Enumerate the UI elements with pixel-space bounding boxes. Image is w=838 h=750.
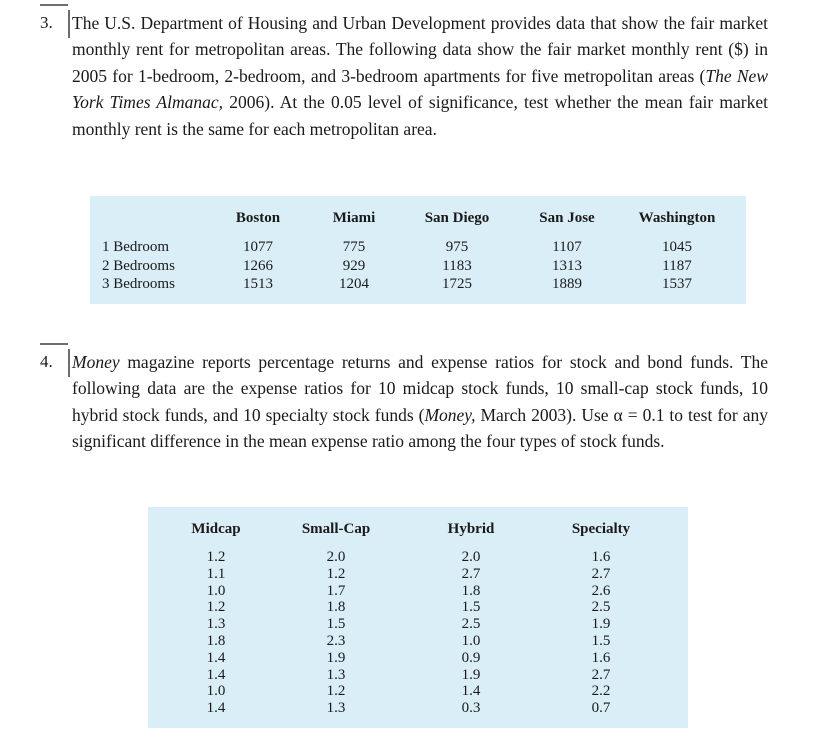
expense-cell: 0.3 bbox=[461, 700, 481, 717]
rent-cell: 1077 bbox=[243, 239, 273, 255]
rent-cell: 1187 bbox=[662, 257, 692, 274]
expense-cell: 1.4 bbox=[206, 666, 226, 683]
rent-cell: 929 bbox=[342, 257, 366, 274]
expense-cell: 1.9 bbox=[591, 616, 611, 633]
expense-cell: 1.2 bbox=[326, 683, 346, 700]
rent-cell: 1204 bbox=[339, 276, 369, 292]
problem-4-number: 4. bbox=[40, 352, 53, 371]
expense-cell: 1.5 bbox=[461, 599, 481, 616]
expense-col-header: Hybrid bbox=[447, 521, 495, 537]
expense-cell: 1.8 bbox=[326, 599, 346, 616]
expense-cell: 1.2 bbox=[206, 599, 226, 616]
expense-cell: 0.9 bbox=[461, 649, 481, 666]
expense-cell: 1.4 bbox=[206, 649, 226, 666]
problem-4-marker-side bbox=[68, 349, 70, 377]
expense-cell: 1.9 bbox=[461, 666, 481, 683]
rent-cell: 775 bbox=[342, 239, 366, 255]
rent-row bbox=[102, 275, 732, 294]
rent-col-header: Washington bbox=[638, 210, 716, 226]
rent-cell: 1313 bbox=[552, 257, 582, 274]
expense-cell: 1.8 bbox=[461, 582, 481, 599]
expense-row bbox=[166, 650, 666, 667]
expense-cell: 1.4 bbox=[206, 700, 226, 717]
expense-col-header: Specialty bbox=[571, 521, 631, 537]
rent-row-label: 2 Bedrooms bbox=[102, 257, 175, 274]
expense-col-header: Small-Cap bbox=[301, 521, 371, 537]
rent-cell: 975 bbox=[445, 239, 469, 255]
expense-cell: 1.1 bbox=[206, 565, 226, 582]
expense-row bbox=[166, 549, 666, 566]
problem-4 bbox=[40, 349, 768, 455]
expense-cell: 1.6 bbox=[591, 549, 611, 565]
problem-4-magazine: Money bbox=[72, 352, 120, 372]
expense-row bbox=[166, 700, 666, 717]
expense-cell: 1.5 bbox=[326, 616, 346, 633]
expense-cell: 1.0 bbox=[206, 582, 226, 599]
problem-3-marker-side bbox=[68, 10, 70, 38]
expense-row bbox=[166, 583, 666, 600]
rent-cell: 1889 bbox=[552, 276, 582, 292]
expense-cell: 1.8 bbox=[206, 632, 226, 649]
rent-table bbox=[102, 210, 732, 294]
expense-table-box bbox=[148, 507, 688, 728]
problem-4-text-part1: magazine reports percentage returns and expense ratios for stock and bond funds. The following data are the expense ratios for 10 midcap stock funds, 10 small-cap stock funds, 10 hybrid stock funds, and 10 specialty stock funds ( bbox=[72, 352, 768, 425]
problem-3-text bbox=[72, 10, 768, 142]
rent-table-box bbox=[90, 196, 746, 304]
expense-cell: 2.7 bbox=[461, 565, 481, 582]
problem-3 bbox=[40, 10, 768, 142]
expense-cell: 2.7 bbox=[591, 565, 611, 582]
expense-cell: 2.5 bbox=[461, 616, 481, 633]
rent-col-header: Boston bbox=[235, 210, 281, 226]
expense-cell: 1.5 bbox=[591, 632, 611, 649]
expense-cell: 1.9 bbox=[326, 649, 346, 666]
expense-cell: 2.2 bbox=[591, 683, 611, 700]
expense-cell: 2.6 bbox=[591, 582, 611, 599]
rent-row-label: 1 Bedroom bbox=[102, 239, 170, 255]
expense-cell: 1.6 bbox=[591, 649, 611, 666]
problem-3-source: The New York Times Almanac, bbox=[72, 65, 768, 113]
expense-cell: 1.3 bbox=[326, 700, 346, 717]
rent-col-header: San Jose bbox=[539, 210, 595, 226]
rent-row-label: 3 Bedrooms bbox=[102, 276, 175, 292]
expense-cell: 2.5 bbox=[591, 599, 611, 616]
rent-row bbox=[102, 257, 732, 276]
problem-4-text bbox=[72, 349, 768, 455]
problem-3-text-part2: 2006). At the 0.05 level of significance, test whether the mean fair market monthly rent is the same for each metropolitan area. bbox=[72, 92, 768, 139]
expense-cell: 1.2 bbox=[206, 549, 226, 565]
expense-col-header: Midcap bbox=[191, 521, 241, 537]
expense-table bbox=[166, 521, 666, 717]
rent-cell: 1183 bbox=[442, 257, 472, 274]
rent-col-header bbox=[102, 210, 210, 238]
expense-cell: 1.7 bbox=[326, 582, 346, 599]
rent-col-header: San Diego bbox=[424, 210, 490, 226]
problem-4-source: Money, bbox=[424, 404, 476, 425]
rent-cell: 1513 bbox=[243, 276, 273, 292]
problem-3-text-part1: The U.S. Department of Housing and Urban Development provides data that show the fair market monthly rent for metropolitan areas. The following data show the fair market monthly rent ($) in 2005 for 1-bedroom, 2-bedroom, and 3-bedroom apartments for five metropolitan areas ( bbox=[72, 13, 768, 86]
expense-row bbox=[166, 599, 666, 616]
expense-cell: 1.3 bbox=[206, 616, 226, 633]
rent-cell: 1725 bbox=[442, 276, 472, 292]
rent-row bbox=[102, 238, 732, 257]
expense-cell: 2.3 bbox=[326, 632, 346, 649]
expense-cell: 2.7 bbox=[591, 666, 611, 683]
expense-cell: 2.0 bbox=[326, 549, 346, 565]
rent-cell: 1266 bbox=[243, 257, 273, 274]
expense-cell: 0.7 bbox=[591, 700, 611, 717]
expense-row bbox=[166, 683, 666, 700]
expense-cell: 1.0 bbox=[206, 683, 226, 700]
problem-4-text-part2: March 2003). Use α = 0.1 to test for any significant difference in the mean expense ratio among the four types of stock funds. bbox=[72, 404, 768, 452]
expense-row bbox=[166, 566, 666, 583]
expense-row bbox=[166, 633, 666, 650]
problem-3-number: 3. bbox=[40, 13, 53, 32]
rent-cell: 1107 bbox=[552, 239, 582, 255]
expense-row bbox=[166, 616, 666, 633]
expense-cell: 1.0 bbox=[461, 632, 481, 649]
expense-cell: 2.0 bbox=[461, 549, 481, 565]
problem-3-marker-top bbox=[40, 4, 68, 6]
expense-cell: 1.3 bbox=[326, 666, 346, 683]
rent-cell: 1537 bbox=[662, 276, 692, 292]
problem-4-marker-top bbox=[40, 343, 68, 345]
expense-cell: 1.2 bbox=[326, 565, 346, 582]
rent-col-header: Miami bbox=[332, 210, 376, 226]
rent-cell: 1045 bbox=[662, 239, 692, 255]
expense-cell: 1.4 bbox=[461, 683, 481, 700]
expense-row bbox=[166, 667, 666, 684]
